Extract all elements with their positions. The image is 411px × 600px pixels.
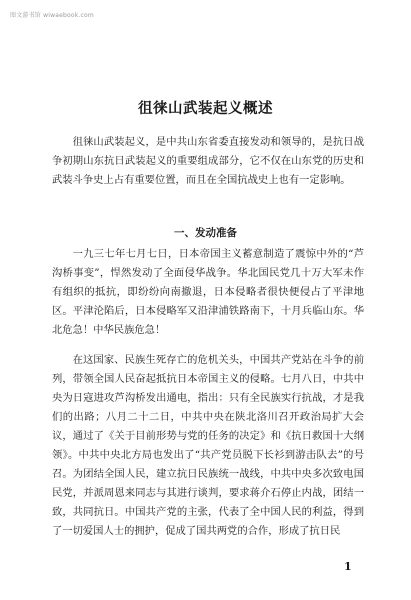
page-title: 徂徕山武装起义概述 — [138, 101, 273, 117]
body-paragraph-2: 在这国家、民族生死存亡的危机关头，中国共产党站在斗争的前列，带领全国人民奋起抵抗日本帝国主义的侵略。七月八日，中共中央为日寇进攻芦沟桥发出通电，指出：只有全民族实行抗战，才是我们的出路；八月二十二日，中共中央在陕北洛川召开政治局扩大会议，通过了《关于目前形势与党的任务的决定》和《抗日救国十大纲领》。中共中央北方局也发出了“共产党员脱下长衫到游击队去”的号召。为团结全国人民，建立抗日民族统一战线，中共中央多次致电国民党，并派周恩来同志与其进行谈判，要求蒋介石停止内战，团结一致，共同抗日。中国共产党的主张，代表了全中国人民的利益，得到了一切爱国人士的拥护，促成了国共两党的合作，形成了抗日民 — [52, 354, 364, 537]
page-number: 1 — [344, 560, 352, 573]
section-heading: 一、发动准备 — [174, 227, 237, 239]
watermark: 图文游书馆 wiwaebook.com — [10, 12, 94, 19]
body-paragraph-1: 一九三七年七月七日，日本帝国主义蓄意制造了震惊中外的“芦沟桥事变”，悍然发动了全面侵华战争。华北国民党几十万大军未作有组织的抵抗，即纷纷向南撤退，日本侵略者很快便侵占了平津地区。平津沦陷后，日本侵略军又沿津浦铁路南下，十月兵临山东。华北危急！中华民族危急！ — [52, 248, 364, 336]
intro-paragraph: 徂徕山武装起义，是中共山东省委直接发动和领导的，是抗日战争初期山东抗日武装起义的重要组成部分，它不仅在山东党的历史和武装斗争史上占有重要位置，而且在全国抗战史上也有一定影响。 — [52, 136, 364, 186]
